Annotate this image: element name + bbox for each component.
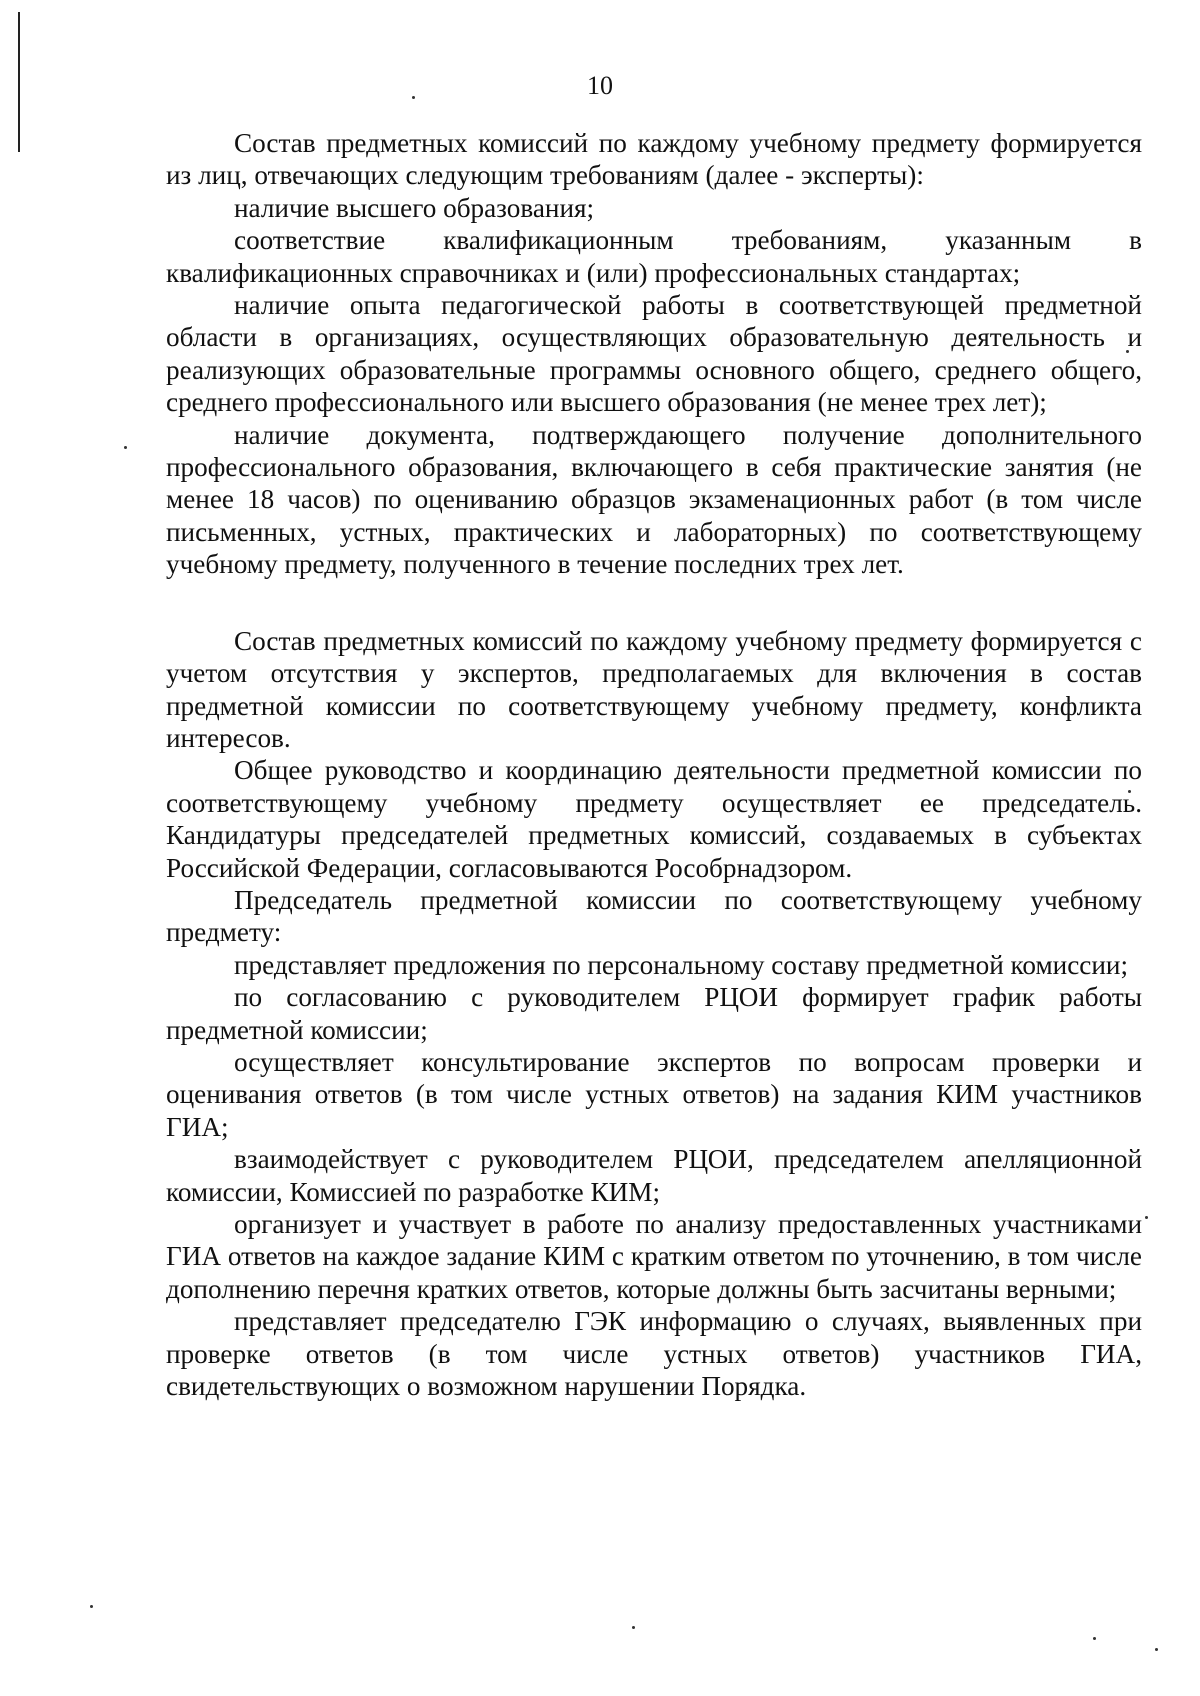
- scan-speck: [632, 1626, 635, 1629]
- paragraph: Состав предметных комиссий по каждому учебному предмету формируется из лиц, отвечающих следующим требованиям (далее - эксперты):: [166, 128, 1142, 191]
- document-body: [166, 127, 1142, 1402]
- page-number: 10: [587, 71, 613, 100]
- paragraph: наличие высшего образования;: [234, 192, 595, 223]
- scan-speck: [1145, 1216, 1148, 1219]
- paragraph: наличие документа, подтверждающего получение дополнительного профессионального образования, включающего в себя практические занятия (не менее 18 часов) по оцениванию образцов экзаменационных работ (в том числе письменных, устных, практических и лабораторных) по соответствующему учебному предмету, полученного в течение последних трех лет.: [166, 419, 1142, 580]
- scan-speck: [1155, 1648, 1158, 1651]
- scan-speck: [124, 446, 127, 449]
- paragraph: организует и участвует в работе по анализу предоставленных участниками ГИА ответов на каждое задание КИМ с кратким ответом по уточнению, в том числе дополнению перечня кратких ответов, которые должны быть засчитаны верными;: [166, 1209, 1142, 1304]
- paragraph: осуществляет консультирование экспертов по вопросам проверки и оценивания ответов (в том числе устных ответов) на задания КИМ участников ГИА;: [166, 1046, 1142, 1142]
- paragraph: соответствие квалификационным требованиям, указанным в квалификационных справочниках и (или) профессиональных стандартах;: [166, 225, 1142, 288]
- scan-speck: [90, 1605, 93, 1608]
- paragraph: представляет предложения по персональному составу предметной комиссии;: [234, 949, 1128, 980]
- scan-speck: [1093, 1637, 1096, 1640]
- paragraph: представляет председателю ГЭК информацию о случаях, выявленных при проверке ответов (в том числе устных ответов) участников ГИА, свидетельствующих о возможном нарушении Порядка.: [166, 1306, 1142, 1402]
- paragraph: Общее руководство и координацию деятельности предметной комиссии по соответствующему учебному предмету осуществляет ее председатель. Кандидатуры председателей предметных комиссий, создаваемых в субъектах Российской Федерации, согласовываются Рособрнадзором.: [166, 755, 1142, 883]
- paragraph: Состав предметных комиссий по каждому учебному предмету формируется с учетом отсутствия у экспертов, предполагаемых для включения в состав предметной комиссии по соответствующему учебному предмету, конфликта интересов.: [166, 625, 1142, 753]
- paragraph: взаимодействует с руководителем РЦОИ, председателем апелляционной комиссии, Комиссией по разработке КИМ;: [166, 1144, 1142, 1207]
- paragraph: Председатель предметной комиссии по соответствующему учебному предмету:: [166, 884, 1142, 948]
- paragraph: наличие опыта педагогической работы в соответствующей предметной области в организациях, осуществляющих образовательную деятельность и реализующих образовательные программы основного общего, среднего общего, среднего профессионального или высшего образования (не менее трех лет);: [166, 290, 1142, 418]
- paragraph: по согласованию с руководителем РЦОИ формирует график работы предметной комиссии;: [166, 982, 1142, 1045]
- paragraph-gap: [166, 581, 1142, 625]
